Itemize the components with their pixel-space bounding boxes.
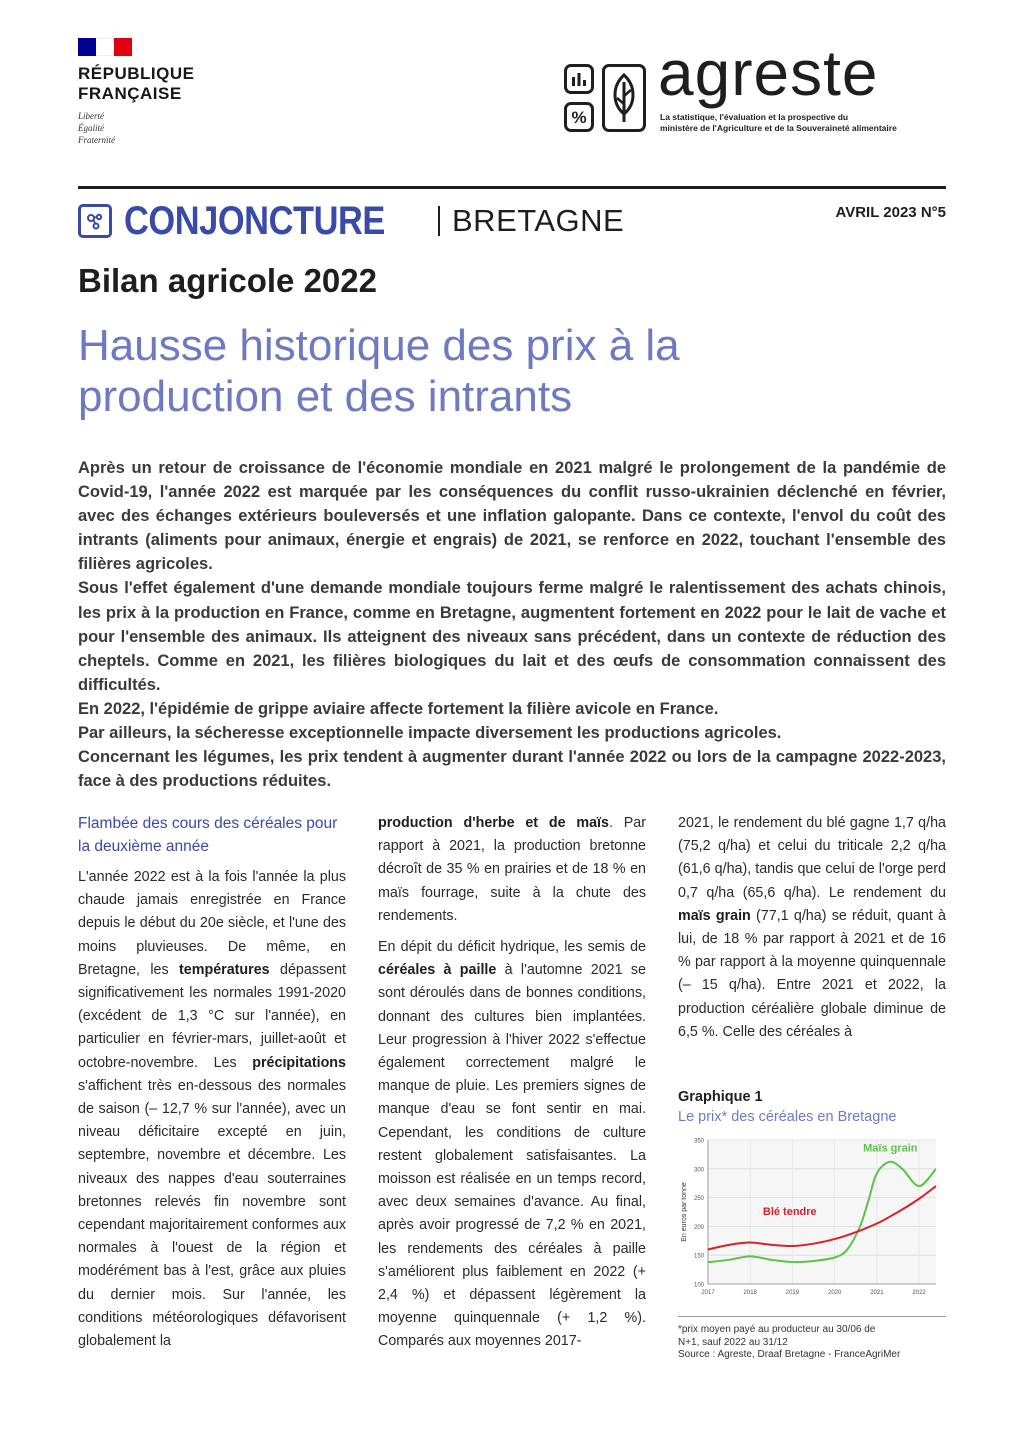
chart-label: Graphique 1 [678,1089,763,1105]
text-run: à l'automne 2021 se sont déroulés dans de bonnes conditions, donnant des cultures bien implantées. Leur progression à l'hiver 2022 s'effectue également correctement malgré le manque de pluie. Les premiers signes de manque d'eau se font sentir en mai. Cependant, les conditions de culture restent globalement satisfaisantes. La moisson est réalisée en un temps record, avec deux semaines d'avance. Au final, après avoir progressé de 7,2 % en 2021, les rendements des céréales à paille s'améliorent plus faiblement en 2022 (+ 2,4 %) et dépassent légèrement la moyenne quinquennale (+ 1,2 %). Comparés aux moyennes 2017- [378,962,646,1350]
lead-paragraph: Sous l'effet également d'une demande mondiale toujours ferme malgré le ralentissement des achats chinois, les prix à la production en France, comme en Bretagne, augmentent fortement en 2022 pour le lait de vache et pour l'ensemble des animaux. Ils atteignent des niveaux sans précédent, dans un contexte de réduction des cheptels. Comme en 2021, les filières biologiques du lait et des œufs de consommation connaissent des difficultés. [78,579,946,694]
x-tick-label: 2018 [743,1290,757,1296]
nodes-icon [78,204,112,238]
region-name: BRETAGNE [452,203,625,238]
y-axis-label: En euros par tonne [681,1182,688,1242]
header-divider [78,186,946,189]
x-tick-label: 2021 [870,1290,884,1296]
lead-summary [78,456,946,793]
agreste-tagline-line2: ministère de l'Agriculture et de la Souveraineté alimentaire [660,123,897,133]
y-tick-label: 350 [693,1138,704,1145]
lead-paragraph: Par ailleurs, la sécheresse exceptionnelle impacte diversement les productions agricoles. [78,724,782,743]
document-headline: Hausse historique des prix à la production et des intrants [78,321,680,421]
text-run: 2021, le rendement du blé gagne 1,7 q/ha (75,2 q/ha) et celui du triticale 2,2 q/ha (61,6 q/ha), tandis que celui de l'orge perd 0,7 q/ha (65,6 q/ha). Le rendement du [678,815,946,901]
series-label-mais-grain: Maïs grain [863,1142,918,1155]
text-run: s'affichent très en-dessous des normales de saison (– 12,7 % sur l'année), avec un niveau déficitaire excepté en juin, septembre, novembre et décembre. Les niveaux des nappes d'eau souterraines bretonnes relevés fin novembre sont cependant majoritairement conformes aux normales à l'ouest de la région et modérément bas à l'est, grâce aux pluies du dernier mois. Sur l'année, les conditions météorologiques défavorisent globalement la [78,1077,346,1350]
y-tick-label: 250 [693,1196,704,1203]
article-column-1 [78,812,346,1361]
document-kicker: Bilan agricole 2022 [78,262,377,299]
rf-motto-1: Liberté [78,111,104,121]
lead-paragraph: En 2022, l'épidémie de grippe aviaire affecte fortement la filière avicole en France. [78,699,719,718]
text-run: . Par rapport à 2021, la production bretonne décroît de 35 % en prairies et de 18 % en maïs fourrage, suite à la chute des rendements. [378,815,646,924]
section-separator [438,206,440,236]
issue-number: AVRIL 2023 N°5 [835,204,946,221]
marianne-flag-icon [78,38,132,56]
chart-icon [564,64,594,94]
bold-term: maïs grain [678,907,751,924]
article-column-2 [378,812,646,1362]
chart-notes [678,1324,946,1362]
rf-motto-3: Fraternité [78,135,115,145]
y-tick-label: 200 [693,1224,704,1231]
article-paragraph [78,866,346,1353]
rf-name-line2: FRANÇAISE [78,84,182,103]
series-label-ble-tendre: Blé tendre [762,1205,817,1218]
chart-title: Le prix* des céréales en Bretagne [678,1109,897,1125]
y-tick-label: 300 [693,1167,704,1174]
article-paragraph [378,812,646,928]
article-paragraph [378,936,646,1354]
x-tick-label: 2022 [912,1290,926,1296]
lead-paragraph: Après un retour de croissance de l'économie mondiale en 2021 malgré le prolongement de la pandémie de Covid-19, l'année 2022 est marquée par les conséquences du conflit russo-ukrainien déclenché en février, avec des échanges extérieurs bouleversés et une inflation galopante. Dans ce contexte, l'envol du coût des intrants (aliments pour animaux, énergie et engrais) de 2021, se renforce en 2022, touchant l'ensemble des filières agricoles. [78,459,946,574]
plot-area [708,1140,936,1284]
x-tick-label: 2019 [785,1290,800,1296]
article-paragraph [678,812,946,1044]
bold-term: températures [179,961,270,978]
text-run: En dépit du déficit hydrique, les semis de [378,939,646,956]
rf-name-line1: RÉPUBLIQUE [78,64,195,83]
republique-francaise-logo [78,38,228,146]
y-tick-label: 100 [693,1282,704,1289]
agreste-logo [564,37,948,146]
article-column-3 [678,812,946,1052]
section-title: CONJONCTURE [124,198,385,243]
rf-motto [78,110,228,146]
chart-figure [678,1088,946,1378]
x-tick-label: 2017 [701,1290,715,1296]
y-tick-label: 150 [693,1253,704,1260]
chart-source: Source : Agreste, Draaf Bretagne - FranceAgriMer [678,1349,901,1360]
agreste-icons [564,64,654,136]
percent-icon: % [564,102,594,132]
bold-term: production d'herbe et de maïs [378,815,609,831]
rf-name [78,64,228,104]
chart-footnote-line2: N+1, sauf 2022 au 31/12 [678,1336,788,1348]
chart-footnote-line1: *prix moyen payé au producteur au 30/06 de [678,1324,876,1335]
leaf-icon [602,64,646,132]
text-run: dépassent significativement les normales 1991-2020 (excédent de 1,3 °C sur l'année), en particulier en février-mars, juillet-août et octobre-novembre. Les [78,961,347,1071]
lead-paragraph: Concernant les légumes, les prix tendent à augmenter durant l'année 2022 ou lors de la campagne 2022-2023, face à des productions réduites. [78,748,946,791]
bold-term: précipitations [252,1054,346,1071]
agreste-tagline [660,112,960,134]
chart-divider [678,1316,946,1317]
bold-term: céréales à paille [378,962,497,979]
chart-plot [678,1132,946,1314]
rf-motto-2: Égalité [78,123,104,133]
text-run: L'année 2022 est à la fois l'année la plus chaude jamais enregistrée en France depuis le début du 20e siècle, et l'une des moins pluvieuses. De même, en Bretagne, les [78,869,346,978]
section-subheading: Flambée des cours des céréales pour la deuxième année [78,815,338,855]
agreste-tagline-line1: La statistique, l'évaluation et la prospective du [660,112,849,122]
x-tick-label: 2020 [827,1290,842,1296]
agreste-wordmark: agreste [658,37,879,109]
text-run: (77,1 q/ha) se réduit, quant à lui, de 18 % par rapport à 2021 et de 16 % par rapport à la moyenne quinquennale (– 15 q/ha). Entre 2021 et 2022, la production céréalière globale diminue de 6,5 %. Celle des céréales à [678,907,947,1040]
section-banner [78,198,624,244]
